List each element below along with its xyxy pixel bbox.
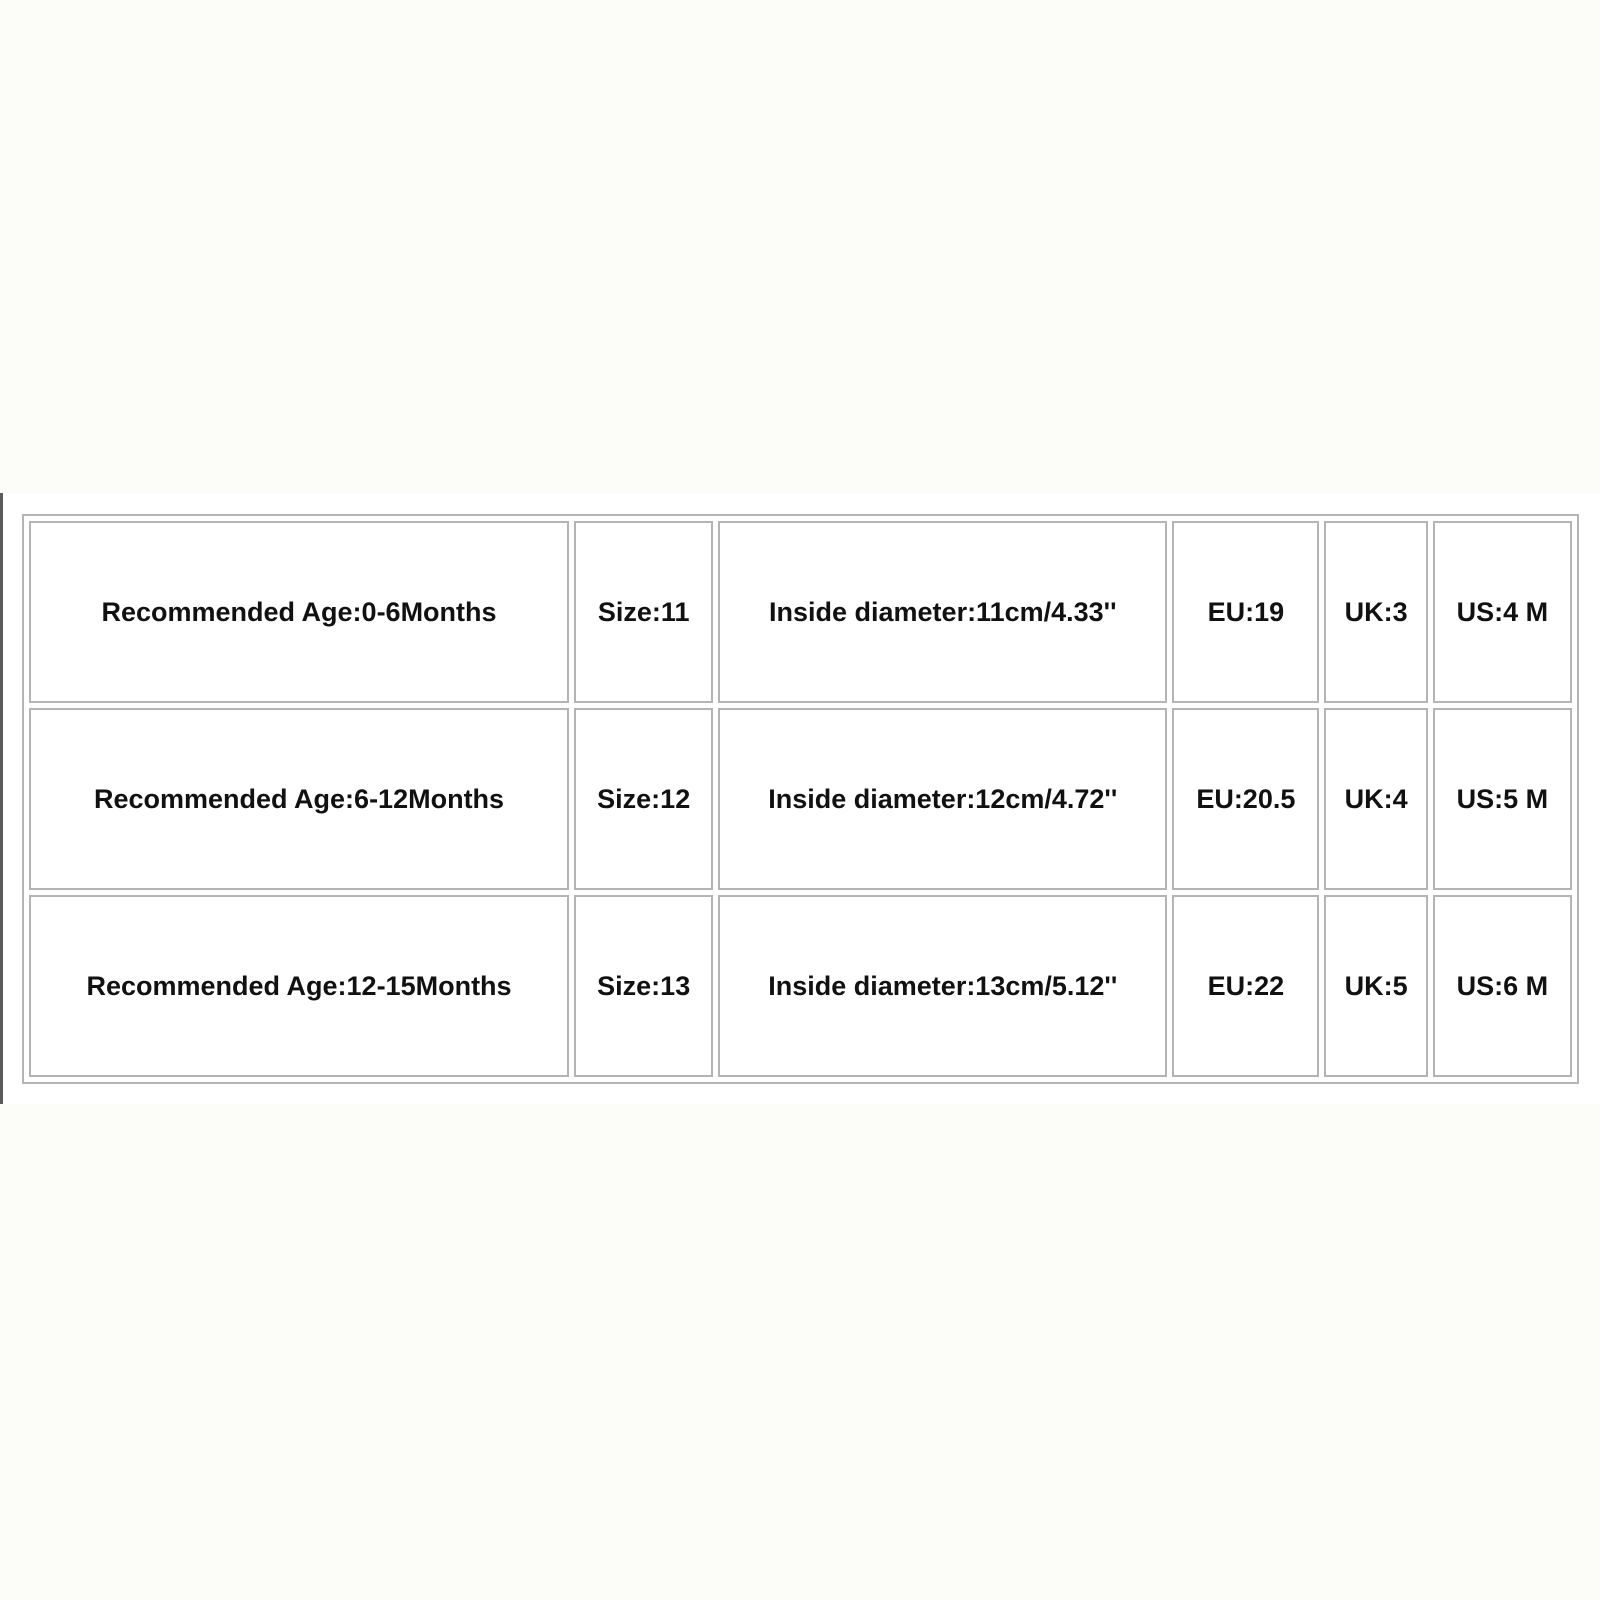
us-size-cell: US:4 M bbox=[1433, 521, 1572, 703]
eu-size-cell: EU:22 bbox=[1172, 895, 1319, 1077]
eu-size-cell: EU:20.5 bbox=[1172, 708, 1319, 890]
size-cell: Size:13 bbox=[574, 895, 713, 1077]
panel-edge-divider bbox=[0, 493, 3, 1104]
diameter-cell: Inside diameter:11cm/4.33'' bbox=[718, 521, 1167, 703]
diameter-cell: Inside diameter:13cm/5.12'' bbox=[718, 895, 1167, 1077]
size-chart-panel bbox=[0, 493, 1600, 1104]
table-row bbox=[29, 895, 1572, 1077]
eu-size-cell: EU:19 bbox=[1172, 521, 1319, 703]
size-cell: Size:11 bbox=[574, 521, 713, 703]
age-cell: Recommended Age:6-12Months bbox=[29, 708, 569, 890]
size-cell: Size:12 bbox=[574, 708, 713, 890]
age-cell: Recommended Age:12-15Months bbox=[29, 895, 569, 1077]
us-size-cell: US:5 M bbox=[1433, 708, 1572, 890]
uk-size-cell: UK:5 bbox=[1324, 895, 1427, 1077]
table-row bbox=[29, 708, 1572, 890]
size-chart-table bbox=[22, 514, 1579, 1084]
diameter-cell: Inside diameter:12cm/4.72'' bbox=[718, 708, 1167, 890]
us-size-cell: US:6 M bbox=[1433, 895, 1572, 1077]
uk-size-cell: UK:4 bbox=[1324, 708, 1427, 890]
age-cell: Recommended Age:0-6Months bbox=[29, 521, 569, 703]
uk-size-cell: UK:3 bbox=[1324, 521, 1427, 703]
table-row bbox=[29, 521, 1572, 703]
